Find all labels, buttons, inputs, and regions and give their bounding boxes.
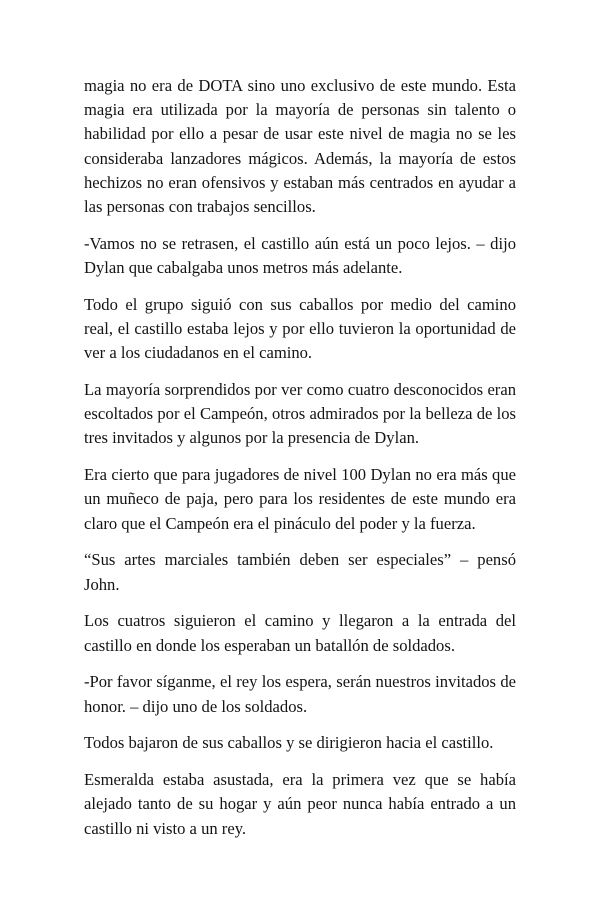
paragraph-1: magia no era de DOTA sino uno exclusivo de este mundo. Esta magia era utilizada por la mayoría de personas sin talento o habilidad por ello a pesar de usar este nivel de magia no se les consideraba lanzadores mágicos. Además, la mayoría de estos hechizos no eran ofensivos y estaban más centrados en ayudar a las personas con trabajos sencillos. (84, 76, 516, 217)
paragraph-3: Todo el grupo siguió con sus caballos por medio del camino real, el castillo estaba lejos y por ello tuvieron la oportunidad de ver a los ciudadanos en el camino. (84, 294, 516, 363)
paragraph-9: Todos bajaron de sus caballos y se dirigieron hacia el castillo. (84, 733, 494, 753)
paragraph-2: -Vamos no se retrasen, el castillo aún está un poco lejos. – dijo Dylan que cabalgaba unos metros más adelante. (84, 233, 516, 278)
paragraph-4: La mayoría sorprendidos por ver como cuatro desconocidos eran escoltados por el Campeón, otros admirados por la belleza de los tres invitados y algunos por la presencia de Dylan. (84, 380, 516, 448)
paragraph-8: -Por favor síganme, el rey los espera, serán nuestros invitados de honor. – dijo uno de los soldados. (84, 672, 516, 716)
paragraph-6: “Sus artes marciales también deben ser especiales” – pensó John. (84, 550, 516, 594)
book-page (84, 74, 516, 853)
paragraph-7: Los cuatros siguieron el camino y llegaron a la entrada del castillo en donde los esperaban un batallón de soldados. (84, 611, 516, 655)
paragraph-10: Esmeralda estaba asustada, era la primera vez que se había alejado tanto de su hogar y aún peor nunca había entrado a un castillo ni visto a un rey. (84, 770, 516, 838)
paragraph-5: Era cierto que para jugadores de nivel 100 Dylan no era más que un muñeco de paja, pero para los residentes de este mundo era claro que el Campeón era el pináculo del poder y la fuerza. (84, 465, 516, 533)
